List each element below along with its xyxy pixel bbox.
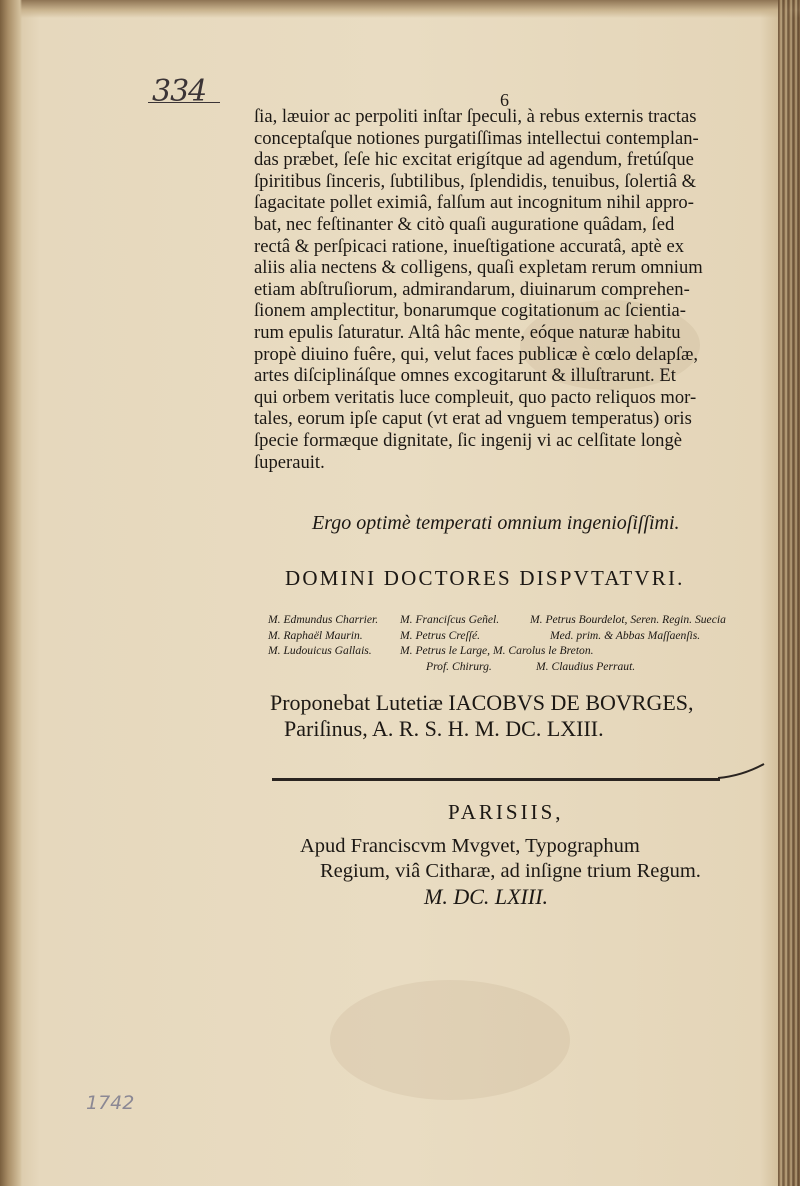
body-line: etiam abſtruſiorum, admirandarum, diuinarum comprehen- <box>254 278 690 300</box>
doctor-name: M. Franciſcus Geñel. <box>400 613 500 626</box>
ornamental-rule <box>272 778 720 781</box>
doctor-name: Prof. Chirurg. <box>426 659 492 673</box>
page-stack-edge <box>778 0 800 1186</box>
doctors-list <box>268 612 778 674</box>
doctor-name: M. Petrus Bourdelot, Seren. Regin. Suecia <box>530 613 726 626</box>
doctor-name: Med. prim. & Abbas Maſſaenſis. <box>550 628 701 642</box>
doctor-name: M. Edmundus Charrier. <box>268 613 379 626</box>
imprint-block <box>300 834 701 884</box>
body-line: artes diſciplináſque omnes excogitarunt & illuſtrarunt. Et <box>254 365 676 387</box>
paper-stain <box>330 980 570 1100</box>
body-line: rectâ & perſpicaci ratione, inueſtigatione accuratâ, aptè ex <box>254 235 685 257</box>
doctors-row <box>268 659 778 675</box>
respondent-line: Pariſinus, A. R. S. H. M. DC. LXIII. <box>284 716 604 741</box>
body-line: das præbet, ſeſe hic excitat erigítque ad agendum, fretúſque <box>254 149 694 171</box>
doctor-name: M. Claudius Perraut. <box>536 659 636 673</box>
page-top-edge <box>0 0 800 18</box>
body-line: rum epulis ſaturatur. Altâ hâc mente, eóque naturæ habitu <box>254 321 681 343</box>
doctors-row <box>268 612 778 628</box>
doctor-name: M. Petrus le Large, M. Carolus le Breton. <box>400 644 594 658</box>
body-line: ſagacitate pollet eximiâ, falſum aut incognitum nihil appro- <box>254 192 694 214</box>
doctors-row <box>268 643 778 659</box>
imprint-line: Apud Franciscvm Mvgvet, Typographum <box>300 835 640 857</box>
doctor-name: M. Ludouicus Gallais. <box>268 644 372 658</box>
doctors-row <box>268 628 778 644</box>
respondent-line: Proponebat Lutetiæ IACOBVS DE BOVRGES, <box>270 690 694 715</box>
body-line: propè diuino fuêre, qui, velut faces publicæ è cœlo delapſæ, <box>254 343 699 365</box>
rule-flourish <box>718 762 766 782</box>
body-line: aliis alia nectens & colligens, quaſi expletam rerum omnium <box>254 257 703 279</box>
body-line: tales, eorum ipſe caput (vt erat ad vnguem temperatus) oris <box>254 408 692 430</box>
body-line: ſia, læuior ac perpoliti inſtar ſpeculi, à rebus externis tractas <box>254 106 697 127</box>
doctor-name: M. Raphaël Maurin. <box>268 628 363 642</box>
imprint-city: PARISIIS, <box>448 800 564 824</box>
binding-gutter <box>0 0 22 1186</box>
body-line: qui orbem veritatis luce compleuit, quo pacto reliquos mor- <box>254 386 697 408</box>
handwritten-folio-mark: 334 <box>152 74 207 109</box>
doctors-heading: DOMINI DOCTORES DISPVTATVRI. <box>285 566 685 590</box>
imprint-year: M. DC. LXIII. <box>424 884 549 909</box>
respondent-block <box>270 690 694 742</box>
body-line: bat, nec feſtinanter & citò quaſi auguratione quâdam, ſed <box>254 213 675 235</box>
body-line: ſuperauit. <box>254 451 325 473</box>
body-paragraph <box>254 106 774 473</box>
closing-conclusion: Ergo optimè temperati omnium ingenioſiſſimi. <box>312 512 680 534</box>
body-line: ſionem amplectitur, bonarumque cogitationum ac ſcientia- <box>254 300 686 322</box>
page-number: 6 <box>500 90 509 110</box>
doctor-name: M. Petrus Creſſé. <box>400 628 481 642</box>
body-line: conceptaſque notiones purgatiſſimas intellectui contemplan- <box>254 127 699 149</box>
imprint-line: Regium, viâ Citharæ, ad inſigne trium Regum. <box>320 860 701 882</box>
body-line: ſpecie formæque dignitate, ſic ingenij vi ac celſitate longè <box>254 429 683 451</box>
handwritten-pencil-mark: 1742 <box>86 1092 135 1114</box>
body-line: ſpiritibus ſinceris, ſubtilibus, ſplendidis, tenuibus, ſolertiâ & <box>254 170 697 192</box>
